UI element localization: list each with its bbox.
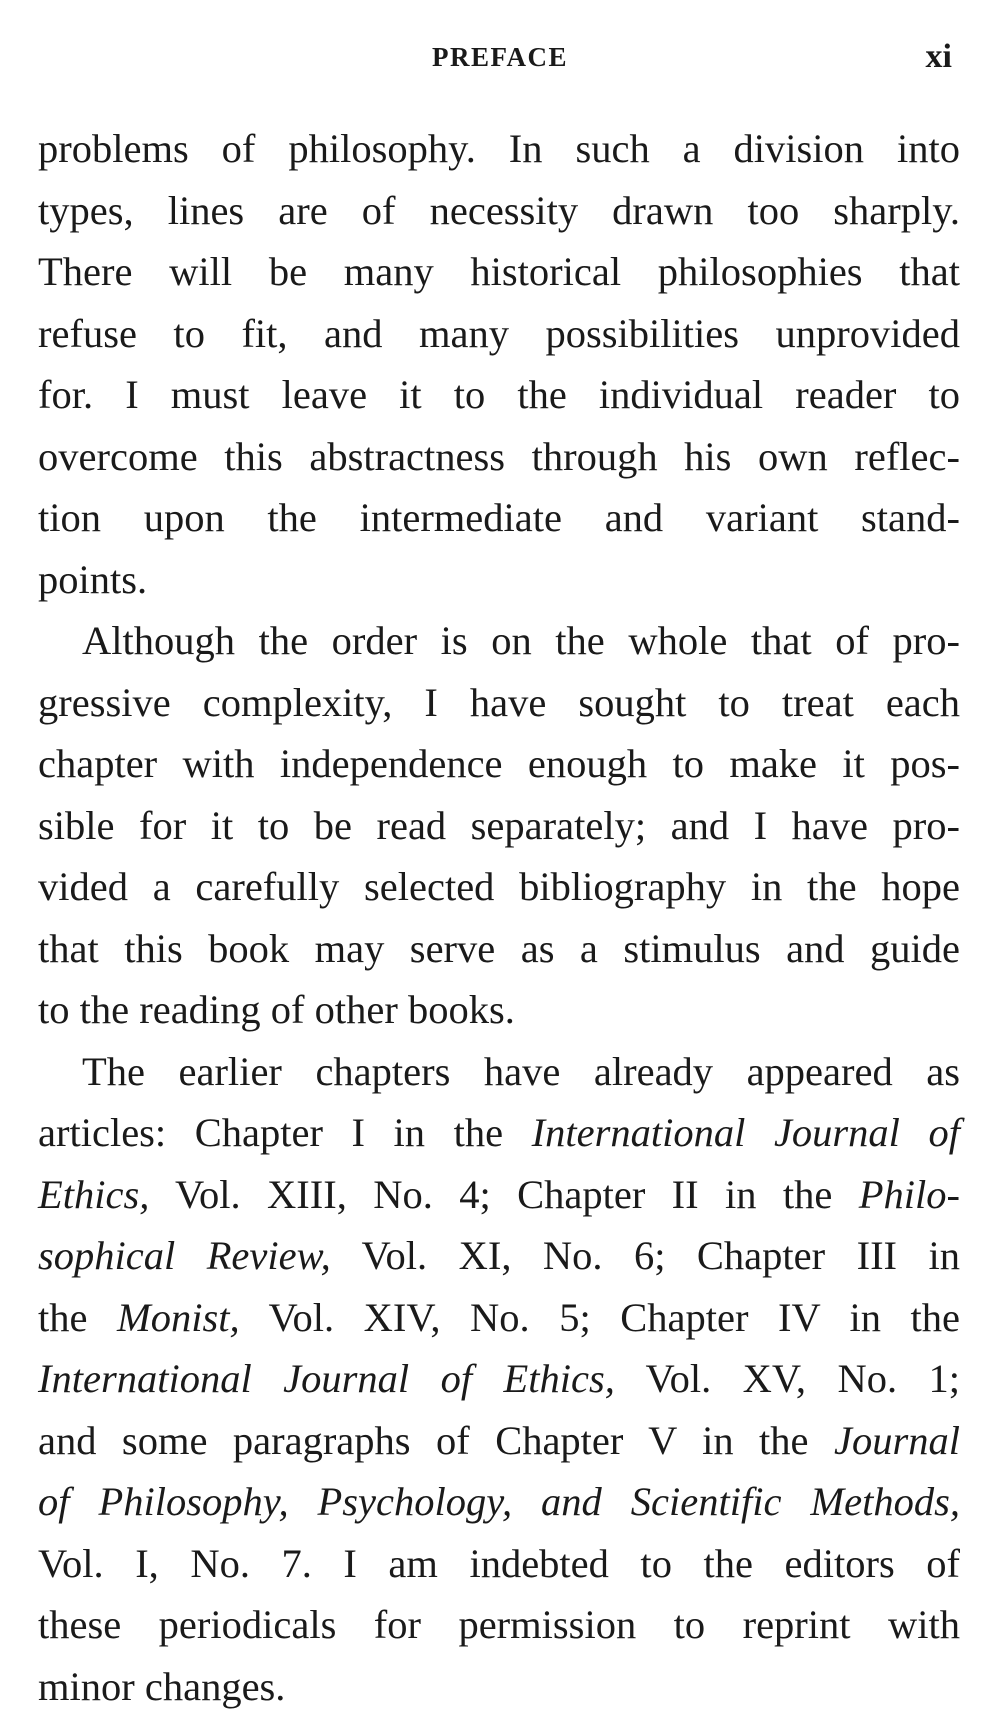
text-run: chapter with independence enough to make it pos- bbox=[38, 741, 960, 786]
italic-text: Monist, bbox=[117, 1295, 240, 1340]
text-line bbox=[38, 118, 960, 180]
text-run: problems of philosophy. In such a division into bbox=[38, 126, 960, 171]
text-line bbox=[38, 426, 960, 488]
text-run: overcome this abstractness through his own reflec- bbox=[38, 434, 960, 479]
text-line bbox=[38, 364, 960, 426]
text-run: Vol. XIII, No. 4; Chapter II in the bbox=[149, 1172, 858, 1217]
text-run: There will be many historical philosophies that bbox=[38, 249, 960, 294]
text-line bbox=[38, 303, 960, 365]
text-run: Vol. I, No. 7. I am indebted to the editors of bbox=[38, 1541, 960, 1586]
text-line bbox=[38, 549, 960, 611]
text-run: sible for it to be read separately; and I have pro- bbox=[38, 803, 960, 848]
paragraph bbox=[38, 118, 960, 610]
running-title: PREFACE bbox=[0, 42, 1000, 73]
text-run: to the reading of other books. bbox=[38, 987, 515, 1032]
text-run: articles: Chapter I in the bbox=[38, 1110, 532, 1155]
italic-text: Ethics, bbox=[38, 1172, 149, 1217]
body-text bbox=[38, 118, 960, 1717]
text-line bbox=[38, 1348, 960, 1410]
italic-text: International Journal of Ethics, bbox=[38, 1356, 615, 1401]
text-line bbox=[38, 979, 960, 1041]
text-line bbox=[38, 180, 960, 242]
text-run: types, lines are of necessity drawn too sharply. bbox=[38, 188, 960, 233]
text-line bbox=[38, 795, 960, 857]
text-line bbox=[38, 856, 960, 918]
text-run: for. I must leave it to the individual reader to bbox=[38, 372, 960, 417]
italic-text: Philo- bbox=[859, 1172, 960, 1217]
italic-text: of Philosophy, Psychology, and Scientific Methods, bbox=[38, 1479, 960, 1524]
italic-text: Journal bbox=[834, 1418, 960, 1463]
text-line bbox=[38, 918, 960, 980]
paragraph bbox=[38, 610, 960, 1041]
text-line bbox=[38, 1533, 960, 1595]
text-run: points. bbox=[38, 557, 147, 602]
text-line bbox=[38, 241, 960, 303]
page-number: xi bbox=[926, 38, 952, 76]
text-run: and some paragraphs of Chapter V in the bbox=[38, 1418, 834, 1463]
text-line bbox=[38, 1594, 960, 1656]
text-line bbox=[38, 1225, 960, 1287]
running-head bbox=[0, 38, 1000, 78]
text-run: the bbox=[38, 1295, 117, 1340]
text-line bbox=[38, 1471, 960, 1533]
text-line bbox=[38, 487, 960, 549]
text-line bbox=[38, 1102, 960, 1164]
text-run: refuse to fit, and many possibilities unprovided bbox=[38, 311, 960, 356]
text-run: Vol. XV, No. 1; bbox=[615, 1356, 960, 1401]
text-line bbox=[38, 672, 960, 734]
text-line bbox=[38, 733, 960, 795]
text-line bbox=[38, 1656, 960, 1717]
text-line bbox=[38, 610, 960, 672]
text-run: gressive complexity, I have sought to treat each bbox=[38, 680, 960, 725]
text-run: that this book may serve as a stimulus and guide bbox=[38, 926, 960, 971]
text-run: minor changes. bbox=[38, 1664, 285, 1709]
text-run: these periodicals for permission to reprint with bbox=[38, 1602, 960, 1647]
text-line bbox=[38, 1164, 960, 1226]
text-run: vided a carefully selected bibliography in the hope bbox=[38, 864, 960, 909]
text-line bbox=[38, 1041, 960, 1103]
text-run: The earlier chapters have already appeared as bbox=[82, 1049, 960, 1094]
text-run: Vol. XIV, No. 5; Chapter IV in the bbox=[240, 1295, 960, 1340]
text-run: Vol. XI, No. 6; Chapter III in bbox=[331, 1233, 960, 1278]
italic-text: sophical Review, bbox=[38, 1233, 331, 1278]
text-run: Although the order is on the whole that of pro- bbox=[82, 618, 960, 663]
text-line bbox=[38, 1287, 960, 1349]
text-line bbox=[38, 1410, 960, 1472]
italic-text: International Journal of bbox=[532, 1110, 960, 1155]
text-run: tion upon the intermediate and variant stand- bbox=[38, 495, 960, 540]
paragraph bbox=[38, 1041, 960, 1717]
